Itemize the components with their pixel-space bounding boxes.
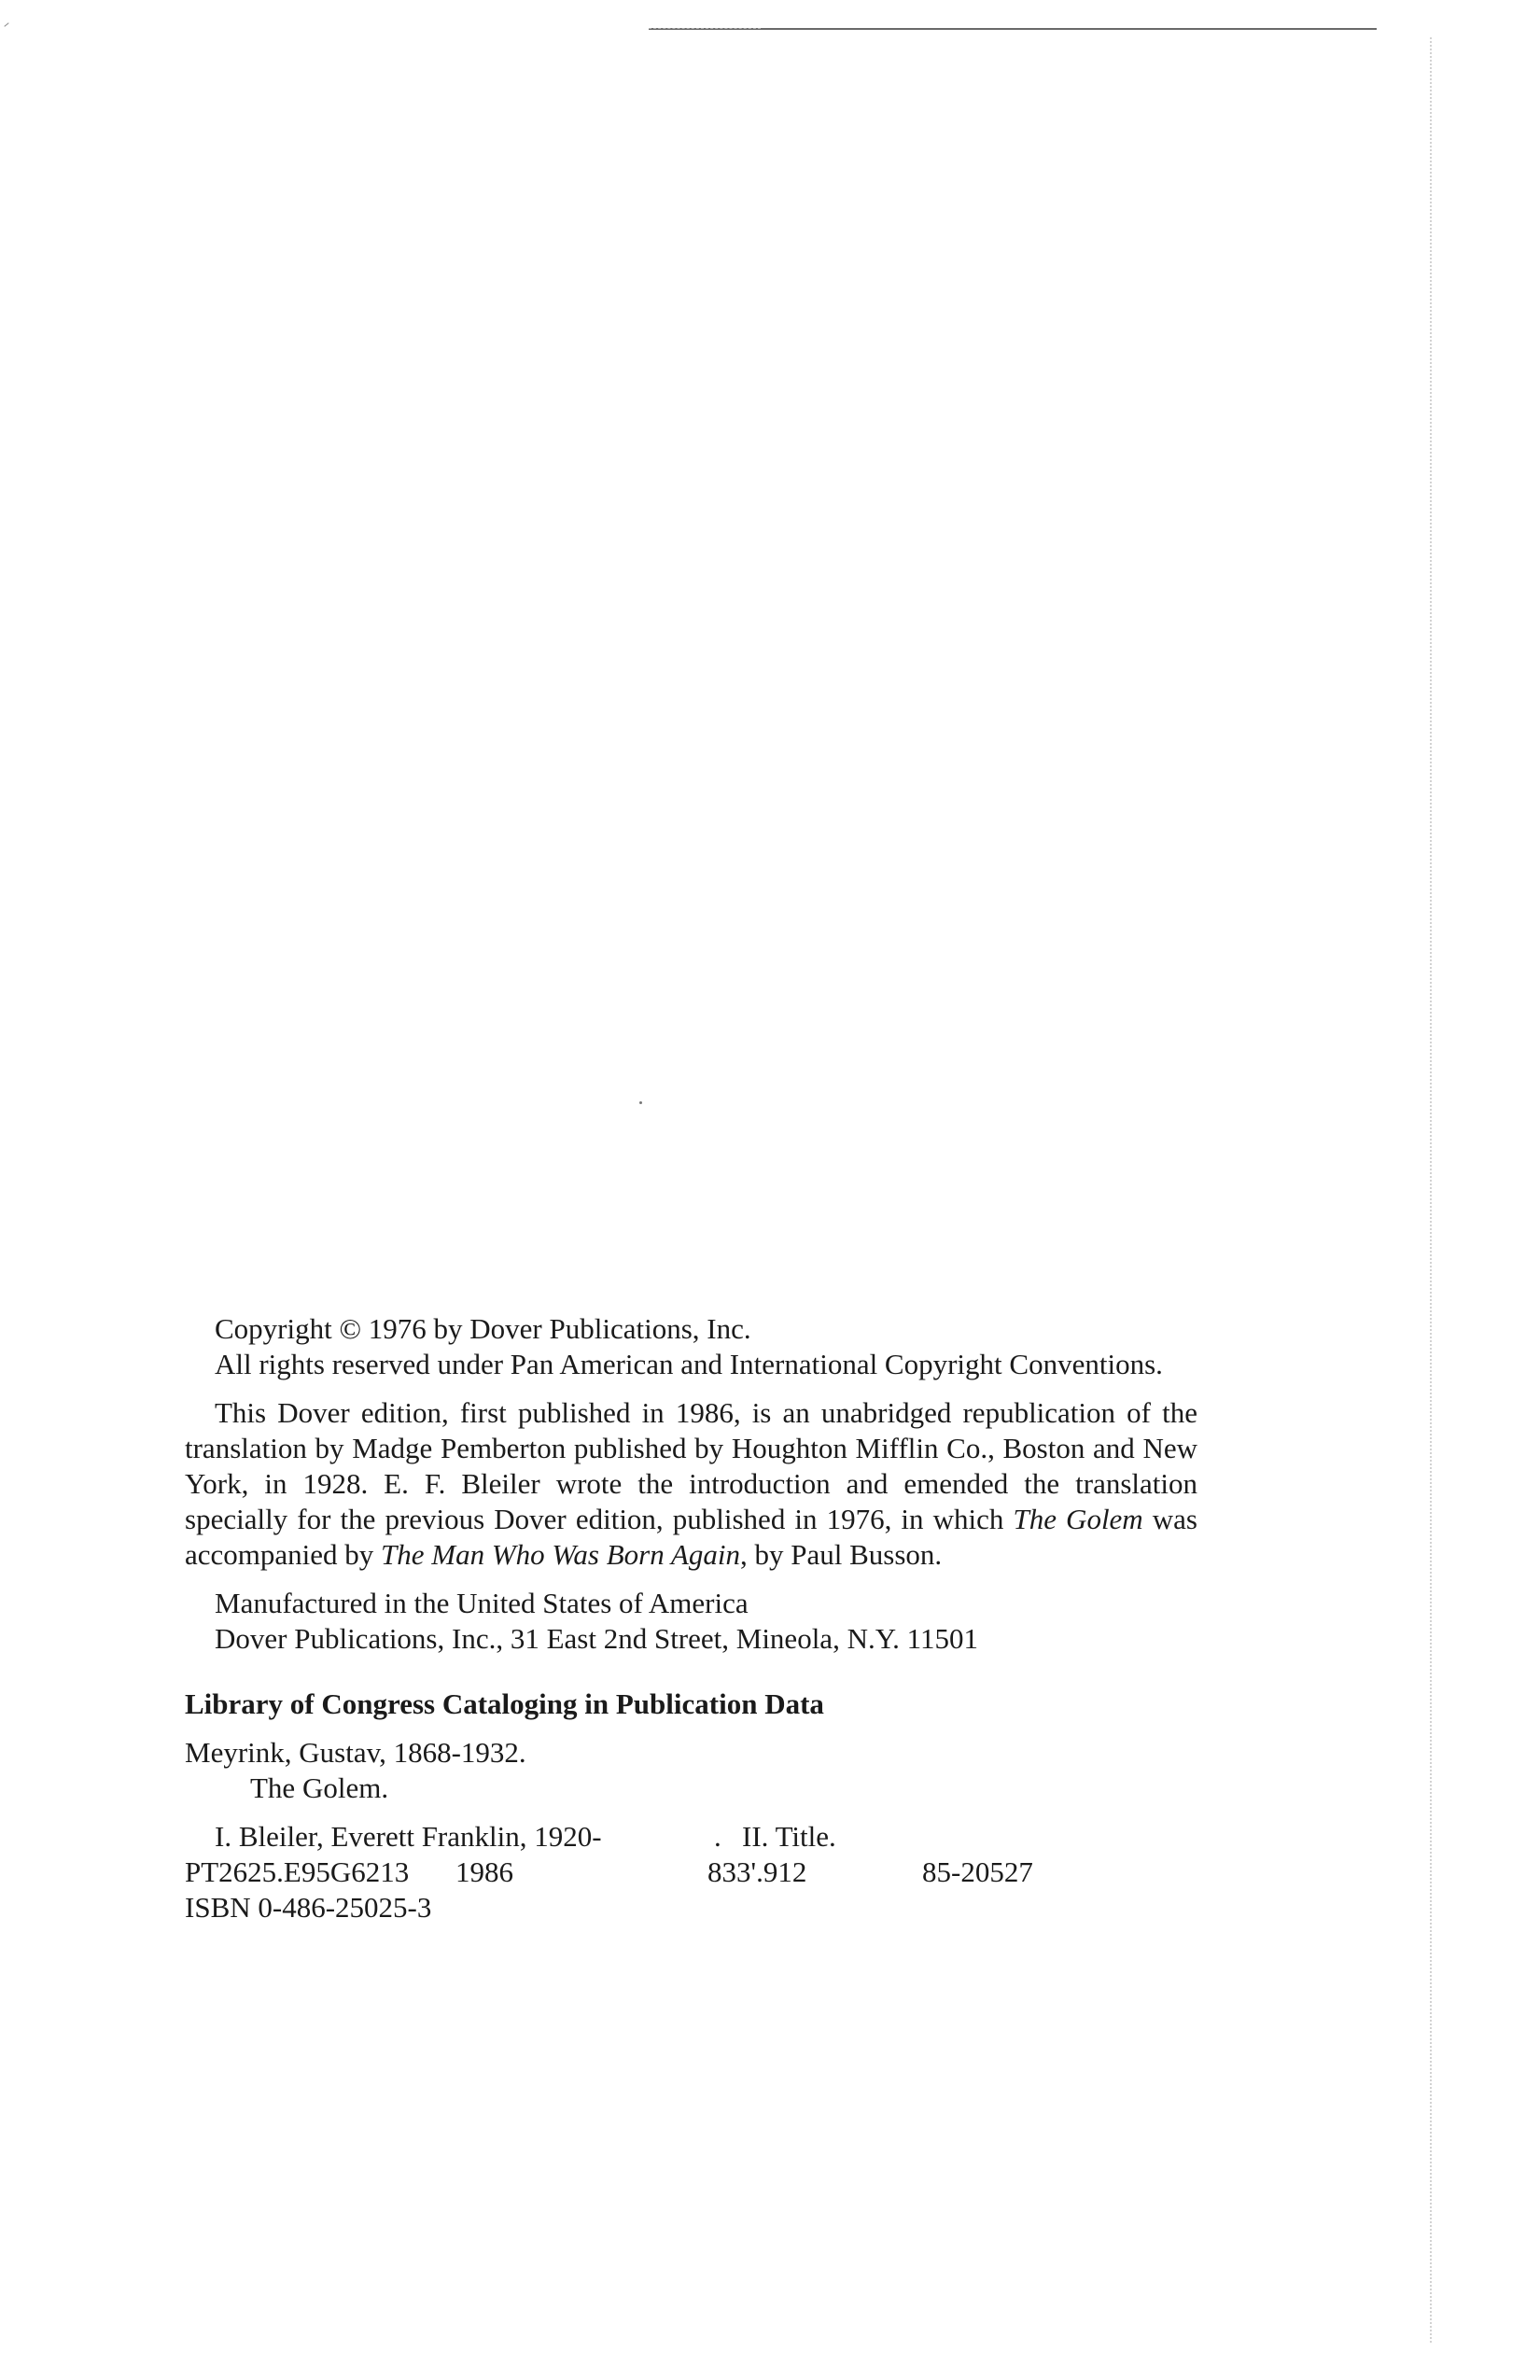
book-title-man-born-again: The Man Who Was Born Again — [381, 1538, 740, 1571]
edition-note-text-3: , by Paul Busson. — [739, 1538, 943, 1571]
cip-entry-editor: I. Bleiler, Everett Franklin, 1920- — [215, 1820, 602, 1853]
manufactured-line: Manufactured in the United States of America — [215, 1587, 749, 1619]
top-rule-faint — [649, 28, 761, 29]
cip-record — [185, 1735, 1197, 1925]
edition-note-text-2: was accompanied by — [185, 1503, 1197, 1571]
page-speck — [639, 1101, 642, 1104]
cip-classification-row — [185, 1855, 1197, 1890]
cip-dewey: 833'.912 — [707, 1855, 807, 1888]
cip-title: The Golem. — [250, 1771, 389, 1804]
rights-line: All rights reserved under Pan American and International Copyright Conventions. — [215, 1348, 1163, 1380]
corner-mark — [4, 22, 8, 27]
cip-isbn: ISBN 0-486-25025-3 — [185, 1891, 432, 1924]
spacer — [185, 1722, 1197, 1735]
edition-note — [185, 1395, 1197, 1573]
book-title-golem: The Golem — [1013, 1503, 1143, 1535]
cip-author: Meyrink, Gustav, 1868-1932. — [185, 1736, 526, 1769]
edition-note-text-1: This Dover edition, first published in 1986, is an unabridged republication of the translation by Madge Pemberton published by Houghton Mifflin Co., Boston and New York, in 1928. E. F. Bleiler wrote the introduction and emended the translation specially for the previous Dover edition, published in 1976, in which — [185, 1396, 1197, 1535]
copyright-line: Copyright © 1976 by Dover Publications, Inc. — [215, 1312, 751, 1345]
cip-year: 1986 — [455, 1855, 513, 1888]
cip-heading: Library of Congress Cataloging in Publication Data — [185, 1687, 824, 1720]
copyright-section — [185, 1311, 1197, 1382]
copyright-page — [185, 1311, 1197, 1925]
page-edge-dots — [1430, 37, 1432, 2343]
publisher-address: Dover Publications, Inc., 31 East 2nd Street, Mineola, N.Y. 11501 — [215, 1622, 978, 1655]
cip-entries-row — [185, 1819, 1197, 1855]
cip-lccn: 85-20527 — [922, 1855, 1033, 1888]
cip-entry-separator: . — [714, 1820, 721, 1853]
spacer — [185, 1573, 1197, 1586]
cip-entry-title: II. Title. — [742, 1820, 836, 1853]
spacer — [185, 1806, 1197, 1819]
spacer — [185, 1657, 1197, 1687]
spacer — [185, 1382, 1197, 1395]
manufacturing-section — [185, 1586, 1197, 1657]
cip-call-number: PT2625.E95G6213 — [185, 1855, 410, 1888]
